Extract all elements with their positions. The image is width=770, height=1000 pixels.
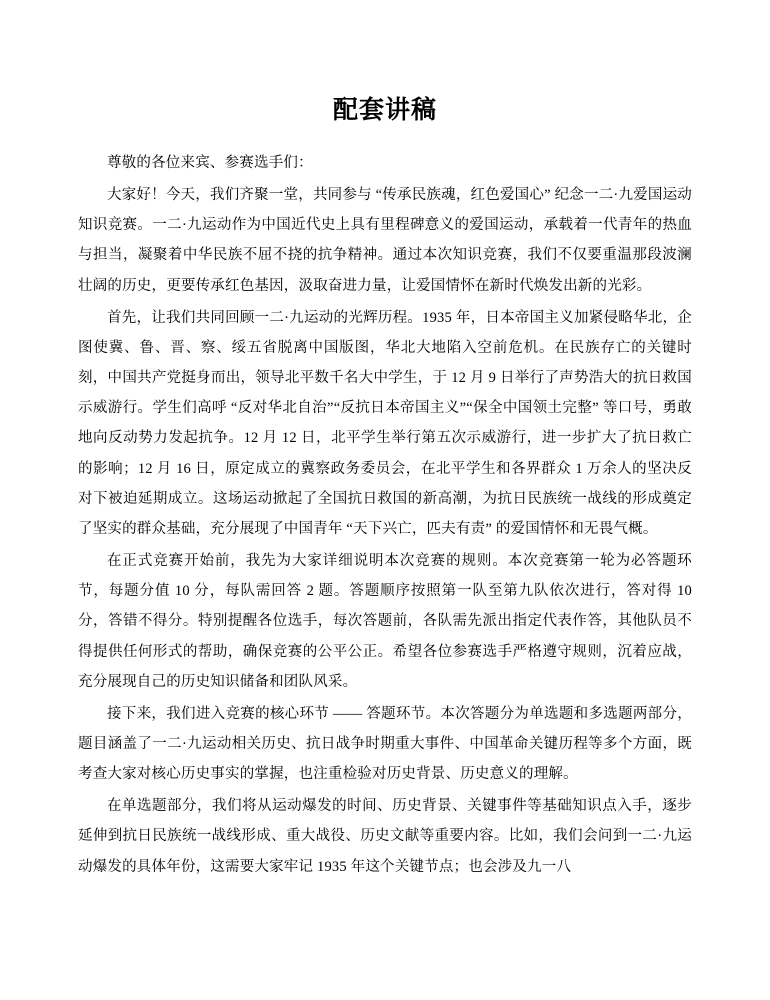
paragraph-intro: 大家好！今天，我们齐聚一堂，共同参与 “传承民族魂，红色爱国心” 纪念一二·九爱国运动知识竞赛。一二·九运动作为中国近代史上具有里程碑意义的爱国运动，承载着一代青年的热血与担当，凝聚着中华民族不屈不挠的抗争精神。通过本次知识竞赛，我们不仅要重温那段波澜壮阔的历史，更要传承红色基因，汲取奋进力量，让爱国情怀在新时代焕发出新的光彩。 bbox=[78, 187, 692, 294]
paragraph-quiz-section: 接下来，我们进入竞赛的核心环节 —— 答题环节。本次答题分为单选题和多选题两部分，题目涵盖了一二·九运动相关历史、抗日战争时期重大事件、中国革命关键历程等多个方面，既考查大家对核心历史事实的掌握，也注重检验对历史背景、历史意义的理解。 bbox=[78, 705, 692, 783]
paragraph-salutation: 尊敬的各位来宾、参赛选手们： bbox=[107, 155, 313, 171]
paragraph-history: 首先，让我们共同回顾一二·九运动的光辉历程。1935 年，日本帝国主义加紧侵略华北，企图使冀、鲁、晋、察、绥五省脱离中国版图，华北大地陷入空前危机。在民族存亡的关键时刻，中国共产党挺身而出，领导北平数千名大中学生，于 12 月 9 日举行了声势浩大的抗日救国示威游行。学生们高呼 “反对华北自治”“反抗日本帝国主义”“保全中国领土完整” 等口号，勇敢地向反动势力发起抗争。12 月 12 日，北平学生举行第五次示威游行，进一步扩大了抗日救亡的影响；12 月 16 日，原定成立的冀察政务委员会，在北平学生和各界群众 1 万余人的坚决反对下被迫延期成立。这场运动掀起了全国抗日救国的新高潮，为抗日民族统一战线的形成奠定了坚实的群众基础，充分展现了中国青年 “天下兴亡，匹夫有责” 的爱国情怀和无畏气概。 bbox=[78, 309, 692, 537]
paragraph-single-choice: 在单选题部分，我们将从运动爆发的时间、历史背景、关键事件等基础知识点入手，逐步延伸到抗日民族统一战线形成、重大战役、历史文献等重要内容。比如，我们会问到一二·九运动爆发的具体年份，这需要大家牢记 1935 年这个关键节点；也会涉及九一八 bbox=[78, 798, 692, 875]
page-title: 配套讲稿 bbox=[332, 97, 437, 124]
paragraph-rules: 在正式竞赛开始前，我先为大家详细说明本次竞赛的规则。本次竞赛第一轮为必答题环节，每题分值 10 分，每队需回答 2 题。答题顺序按照第一队至第九队依次进行，答对得 10 分，答错不得分。特别提醒各位选手，每次答题前，各队需先派出指定代表作答，其他队员不得提供任何形式的帮助，确保竞赛的公平公正。希望各位参赛选手严格遵守规则，沉着应战，充分展现自己的历史知识储备和团队风采。 bbox=[78, 553, 692, 690]
